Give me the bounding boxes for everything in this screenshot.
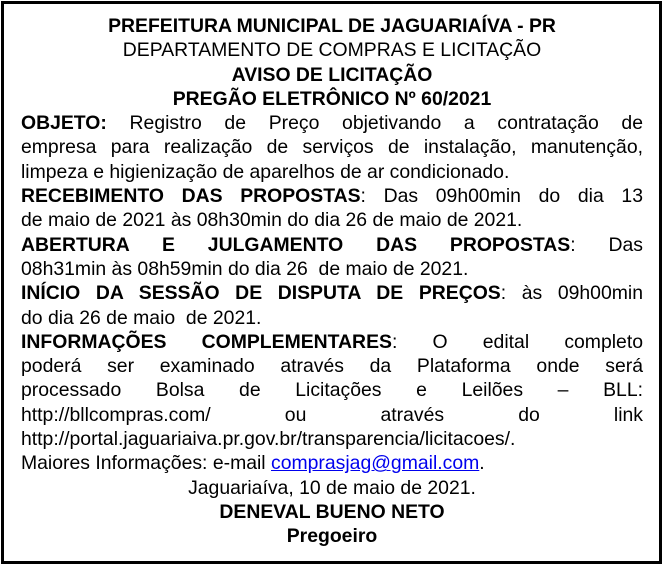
text-segment: http://portal.jaguariaiva.pr.gov.br/transparencia/licitacoes/.	[21, 428, 516, 451]
text-segment: RECEBIMENTO DAS PROPOSTAS	[21, 185, 361, 208]
abertura-line-2	[21, 257, 643, 281]
text-segment: 08h31min às 08h59min do dia 26 de maio de 2021.	[21, 257, 469, 280]
text-segment: ABERTURA E JULGAMENTO DAS PROPOSTAS	[21, 233, 571, 256]
text-segment: OBJETO:	[21, 112, 107, 135]
recebimento-line-2	[21, 208, 643, 232]
text-segment: de maio de 2021 às 08h30min do dia 26 de maio de 2021.	[21, 209, 523, 232]
text-segment: processado Bolsa de Licitações e Leilões – BLL:	[21, 379, 643, 402]
text-segment: : O edital completo	[391, 330, 643, 353]
text-segment: INÍCIO DA SESSÃO DE DISPUTA DE PREÇOS	[21, 282, 501, 305]
text-segment: INFORMAÇÕES COMPLEMENTARES	[21, 330, 392, 353]
recebimento-line-1	[21, 184, 643, 208]
signature-name	[21, 500, 643, 524]
abertura-line-1	[21, 233, 643, 257]
informacoes-line-2	[21, 354, 643, 378]
text-segment: PREGÃO ELETRÔNICO Nº 60/2021	[172, 87, 492, 110]
notice-border-frame	[1, 1, 662, 564]
objeto-line-2	[21, 135, 643, 159]
header-department	[21, 38, 643, 62]
signature-role	[21, 524, 643, 548]
text-segment: limpeza e higienização de aparelhos de ar condicionado.	[21, 160, 510, 183]
text-segment: .	[479, 452, 485, 475]
text-segment: poderá ser examinado através da Plataforma onde será	[21, 355, 643, 378]
text-segment: Registro de Preço objetivando a contratação de	[106, 112, 643, 135]
text-segment: : Das	[570, 233, 643, 256]
inicio-line-2	[21, 306, 643, 330]
text-segment: DEPARTAMENTO DE COMPRAS E LICITAÇÃO	[122, 39, 542, 62]
objeto-line-3	[21, 160, 643, 184]
text-segment: DENEVAL BUENO NETO	[219, 500, 445, 523]
informacoes-line-1	[21, 330, 643, 354]
header-title	[21, 14, 643, 38]
informacoes-line-3	[21, 378, 643, 402]
notice-body	[21, 14, 643, 549]
inicio-line-1	[21, 281, 643, 305]
email-link[interactable]: comprasjag@gmail.com	[271, 452, 480, 475]
text-segment: Pregoeiro	[286, 525, 378, 548]
text-segment: Maiores Informações: e-mail	[21, 452, 272, 475]
text-segment: http://bllcompras.com/ ou através do link	[21, 403, 643, 426]
text-segment: do dia 26 de maio de 2021.	[21, 306, 262, 329]
date-line	[21, 476, 643, 500]
text-segment: AVISO DE LICITAÇÃO	[231, 63, 433, 86]
informacoes-line-4	[21, 403, 643, 427]
contact-line	[21, 451, 643, 475]
header-auction-number	[21, 87, 643, 111]
text-segment: empresa para realização de serviços de instalação, manutenção,	[21, 136, 643, 159]
objeto-line-1	[21, 111, 643, 135]
text-segment: : às 09h00min	[500, 282, 643, 305]
header-notice-type	[21, 63, 643, 87]
text-segment: Jaguariaíva, 10 de maio de 2021.	[188, 476, 476, 499]
text-segment: : Das 09h00min do dia 13	[360, 185, 643, 208]
informacoes-line-5	[21, 427, 643, 451]
text-segment: PREFEITURA MUNICIPAL DE JAGUARIAÍVA - PR	[108, 15, 556, 37]
